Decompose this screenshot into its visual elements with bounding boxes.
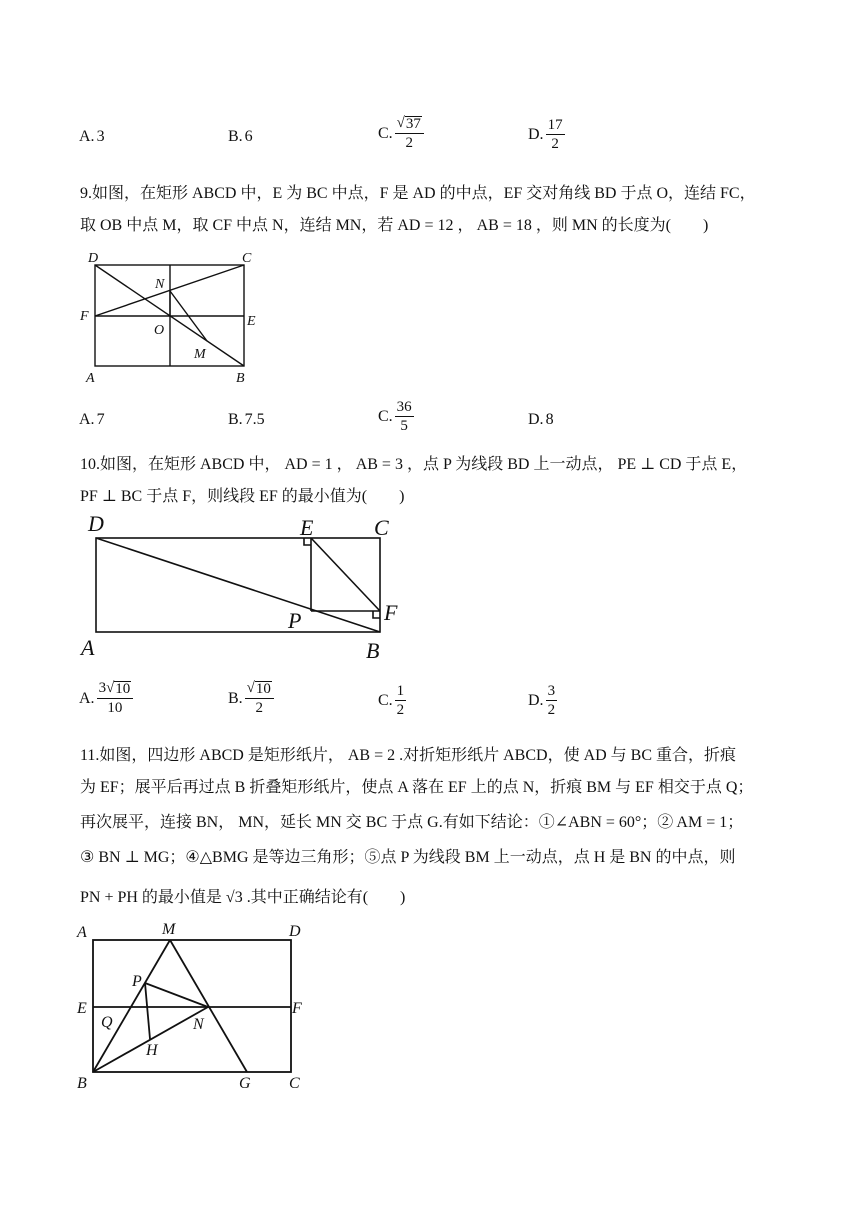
q10-figure	[76, 508, 416, 668]
option-label: C.	[378, 408, 393, 425]
fraction	[395, 116, 424, 151]
option-label: B.	[228, 411, 243, 428]
diagonal-bd	[96, 538, 380, 632]
label-p: P	[132, 973, 142, 990]
option-label: A.	[79, 411, 95, 428]
label-a: A	[81, 635, 95, 660]
label-c: C	[242, 251, 252, 266]
q11-figure	[76, 915, 316, 1095]
option-label: D.	[528, 692, 544, 709]
label-o: O	[154, 323, 165, 338]
q11-text-line1: 11.如图，四边形 ABCD 是矩形纸片， AB = 2 .对折矩形纸片 ABCD，使 AD 与 BC 重合，折痕	[80, 747, 737, 764]
numerator: 1	[396, 683, 405, 699]
option-value: 8	[545, 411, 554, 428]
fraction	[395, 400, 414, 434]
label-e: E	[300, 515, 314, 540]
label-b: B	[77, 1075, 87, 1092]
denominator: 2	[255, 700, 264, 716]
q8-option-a	[79, 128, 105, 146]
label-d: D	[88, 251, 99, 266]
segment-ef	[311, 538, 380, 611]
sqrt: √ 37	[396, 115, 421, 132]
label-f: F	[384, 600, 398, 625]
option-label: A.	[79, 689, 95, 707]
label-g: G	[239, 1075, 251, 1092]
q11-text-line2: 为 EF；展平后再过点 B 折叠矩形纸片，使点 A 落在 EF 上的点 N，折痕 BM 与 EF 相交于点 Q；	[80, 779, 754, 796]
label-h: H	[146, 1042, 158, 1059]
option-value: 6	[244, 128, 253, 145]
option-label: C.	[378, 124, 393, 142]
q10-option-a	[79, 681, 133, 716]
fraction	[245, 681, 274, 716]
denominator: 5	[400, 418, 408, 434]
label-q: Q	[101, 1014, 113, 1031]
coefficient: 3	[98, 680, 107, 696]
q10-option-c	[378, 684, 406, 718]
q8-option-d	[528, 118, 565, 152]
q11-text-line5: PN + PH 的最小值是 √3 .其中正确结论有( )	[80, 889, 406, 906]
label-p: P	[288, 608, 302, 633]
crease-bm	[93, 940, 170, 1072]
fraction	[395, 684, 407, 718]
segment-pn	[145, 983, 208, 1007]
radicand: 10	[115, 681, 131, 697]
segment-ph	[145, 983, 150, 1039]
radicand: 10	[255, 681, 271, 697]
fraction	[546, 118, 565, 152]
numerator: 3	[547, 683, 556, 699]
label-a: A	[77, 924, 87, 941]
denominator: 2	[547, 702, 556, 718]
numerator: 17	[547, 117, 563, 133]
label-e: E	[77, 1000, 87, 1017]
q9-option-d	[528, 411, 554, 429]
option-label: D.	[528, 411, 544, 428]
option-label: B.	[228, 128, 243, 145]
label-d: D	[88, 511, 104, 536]
denominator: 2	[405, 135, 414, 151]
option-label: C.	[378, 692, 393, 709]
label-n: N	[155, 277, 165, 292]
fraction	[97, 681, 134, 716]
q10-option-d	[528, 684, 557, 718]
label-b: B	[366, 638, 380, 663]
q9-text-line2: 取 OB 中点 M，取 CF 中点 N，连结 MN，若 AD = 12 ， AB = 18 ，则 MN 的长度为( )	[80, 217, 709, 234]
sqrt: √ 10	[246, 680, 271, 697]
q8-option-b	[228, 128, 253, 146]
option-label: A.	[79, 128, 95, 145]
label-e: E	[247, 314, 256, 329]
label-f: F	[80, 309, 89, 324]
numerator: 36	[396, 399, 412, 415]
denominator: 2	[551, 136, 559, 152]
segment-mg	[170, 940, 247, 1072]
q11-text-line4: ③ BN ⊥ MG；④△BMG 是等边三角形；⑤点 P 为线段 BM 上一动点，点 H 是 BN 的中点，则	[80, 849, 736, 866]
q10-text-line1: 10.如图，在矩形 ABCD 中， AD = 1 ， AB = 3 ，点 P 为线段 BD 上一动点， PE ⊥ CD 于点 E，	[80, 456, 748, 473]
label-m: M	[162, 921, 176, 938]
q9-figure	[76, 246, 276, 386]
label-n: N	[193, 1016, 204, 1033]
option-value: 3	[96, 128, 105, 145]
rect-abcd	[93, 940, 291, 1072]
q9-option-c	[378, 400, 414, 434]
option-value: 7	[96, 411, 105, 428]
option-label: D.	[528, 126, 544, 143]
option-value: 7.5	[244, 411, 265, 428]
q9-option-a	[79, 411, 105, 429]
q11-text-line3: 再次展平，连接 BN， MN，延长 MN 交 BC 于点 G.有如下结论：①∠ABN = 60°；② AM = 1；	[80, 814, 744, 831]
q8-option-c	[378, 116, 424, 151]
radicand: 37	[405, 116, 421, 132]
option-label: B.	[228, 689, 243, 707]
q10-text-line2: PF ⊥ BC 于点 F，则线段 EF 的最小值为( )	[80, 488, 405, 505]
fraction	[546, 684, 558, 718]
label-c: C	[289, 1075, 300, 1092]
label-a: A	[86, 371, 95, 386]
sqrt: √ 10	[106, 680, 131, 697]
label-b: B	[236, 371, 245, 386]
denominator: 2	[396, 702, 405, 718]
label-f: F	[292, 1000, 302, 1017]
label-c: C	[374, 515, 389, 540]
q10-option-b	[228, 681, 274, 716]
q9-text-line1: 9.如图，在矩形 ABCD 中，E 为 BC 中点，F 是 AD 的中点，EF 交对角线 BD 于点 O，连结 FC，	[80, 185, 756, 202]
label-m: M	[194, 347, 206, 362]
denominator: 10	[107, 700, 123, 716]
right-angle-mark-f	[373, 611, 380, 618]
q9-option-b	[228, 411, 265, 429]
label-d: D	[289, 923, 301, 940]
